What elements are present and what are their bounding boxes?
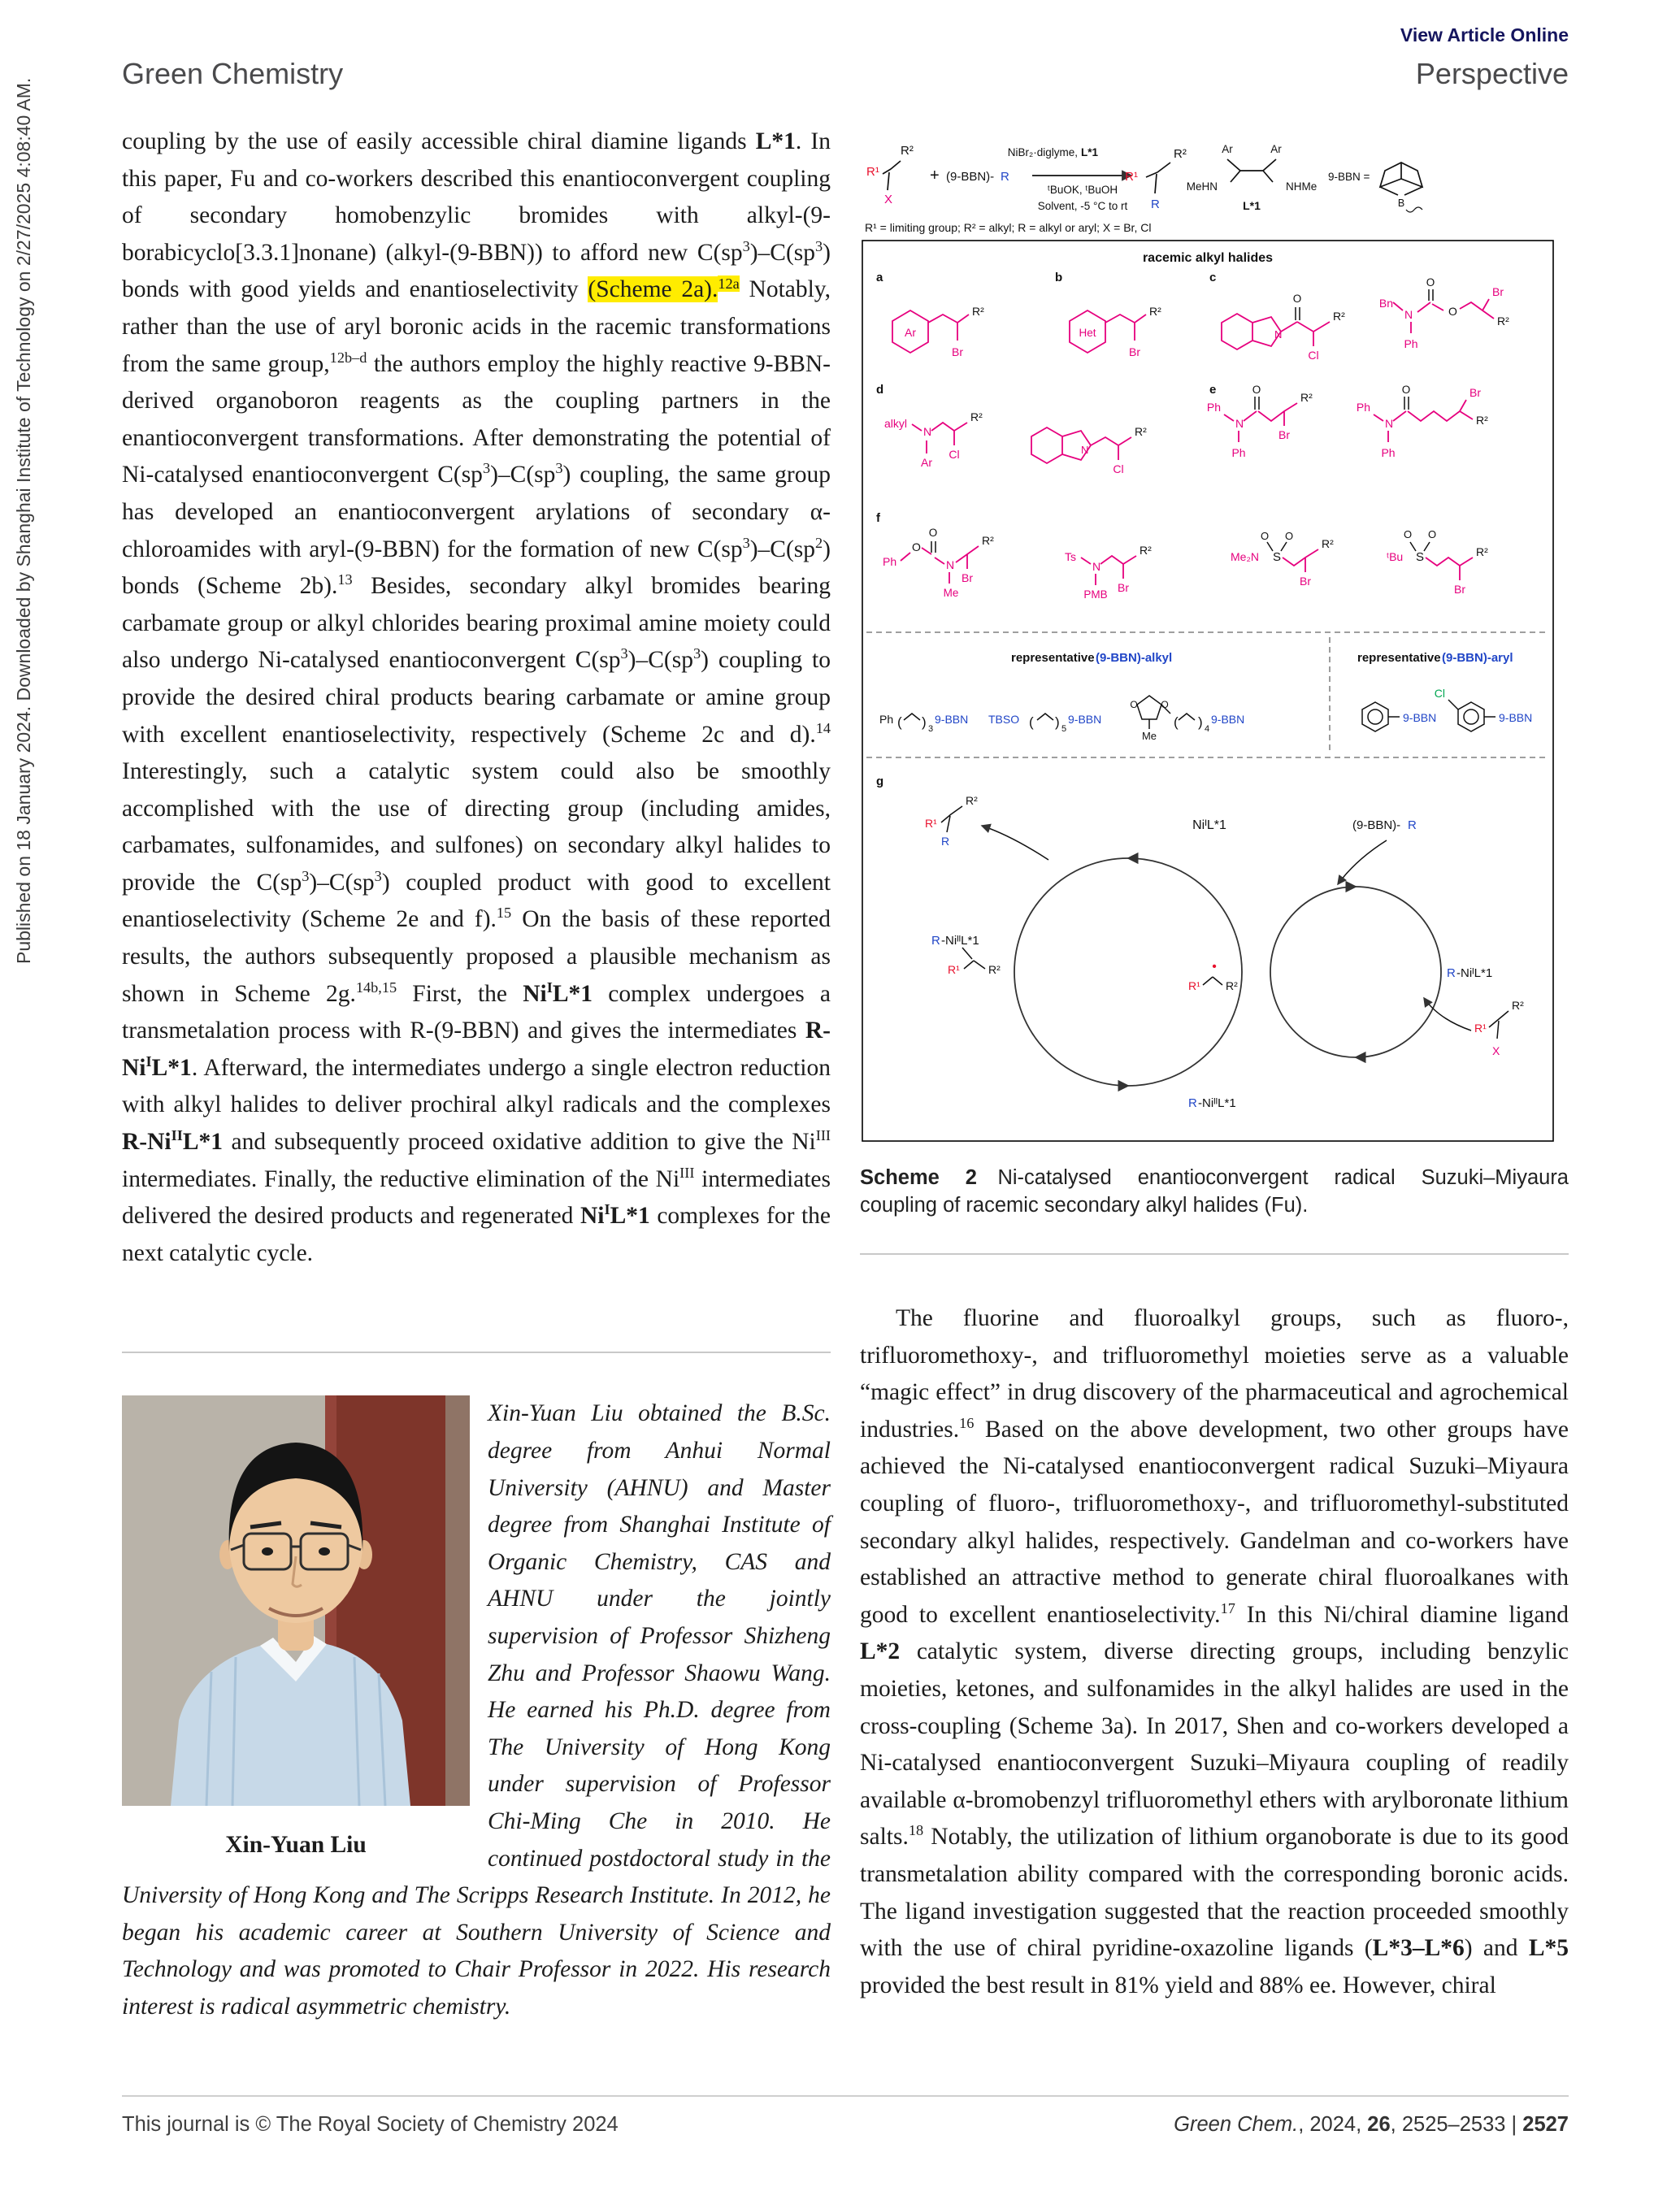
scheme-label: Br <box>1278 428 1290 441</box>
scheme-label: ᵗBu <box>1387 550 1404 563</box>
scheme-label: (9-BBN)-alkyl <box>1096 651 1173 665</box>
scheme-label: ( <box>1029 714 1034 730</box>
view-article-online-link[interactable]: View Article Online <box>1400 24 1569 46</box>
scheme-label: ) <box>1055 714 1060 730</box>
scheme-2-drawing <box>860 135 1559 1151</box>
scheme-label: 3 <box>928 724 934 734</box>
scheme-label: Cl <box>1308 349 1319 362</box>
scheme-label: N <box>1385 417 1394 430</box>
scheme-label: X <box>1492 1044 1500 1057</box>
scheme-box-border <box>862 241 1553 1141</box>
scheme-label: R <box>1001 170 1009 184</box>
scheme-label: NiᴵL*1 <box>1192 818 1226 832</box>
scheme-label: Bn <box>1378 297 1393 310</box>
scheme-label: O <box>1427 528 1437 540</box>
scheme-label: Het <box>1079 327 1096 339</box>
scheme-2-caption: Scheme 2 Ni-catalysed enantioconvergent radical Suzuki–Miyaura coupling of racemic secondary alkyl halides (Fu). <box>860 1166 1569 1217</box>
scheme-label: MeHN <box>1186 180 1218 193</box>
scheme-label: Cl <box>949 448 960 461</box>
scheme-label: c <box>1209 271 1217 284</box>
scheme-label: R <box>1408 818 1417 832</box>
scheme-label: R² <box>1135 425 1147 438</box>
scheme-label: O <box>1284 530 1294 542</box>
scheme-label: Br <box>952 345 963 358</box>
scheme-label: R² <box>901 144 914 158</box>
scheme-label: racemic alkyl halides <box>1142 251 1274 265</box>
scheme-label: O <box>928 527 938 539</box>
catalytic-cycle-circles <box>1014 858 1441 1086</box>
scheme-label: (9-BBN)- <box>946 170 995 184</box>
scheme-label: ( <box>897 714 902 730</box>
scheme-label: Me <box>1141 730 1157 742</box>
scheme-label: R¹ <box>925 817 937 830</box>
scheme-label: (9-BBN)- <box>1352 818 1401 832</box>
footer-citation: Green Chem., 2024, 26, 2525–2533 | 2527 <box>1174 2113 1569 2136</box>
scheme-label: R <box>1151 197 1160 211</box>
scheme-label: O <box>1292 293 1302 305</box>
scheme-label: ᵗBuOK, ᵗBuOH <box>1047 184 1118 196</box>
scheme-label: R² <box>1226 979 1238 992</box>
scheme-label: R <box>1188 1096 1197 1110</box>
scheme-label: Ar <box>1270 143 1282 155</box>
scheme-label: PMB <box>1083 588 1108 601</box>
scheme-label: Ph <box>1231 446 1246 459</box>
scheme-label: R¹ <box>1188 979 1200 992</box>
scheme-label: 9-BBN <box>1499 711 1533 724</box>
scheme-label: N <box>946 558 955 571</box>
scheme-label: representative <box>1011 651 1095 665</box>
scheme-label: N <box>1274 328 1283 341</box>
scheme-label: N <box>1081 444 1089 456</box>
scheme-label: R¹ <box>1125 170 1138 184</box>
scheme-label: R <box>941 835 950 848</box>
scheme-label: N <box>923 425 932 438</box>
scheme-label: R² <box>972 305 984 318</box>
scheme-label: S <box>1416 550 1425 564</box>
scheme-label: R <box>1447 966 1456 980</box>
main-text-paragraph: coupling by the use of easily accessible chiral diamine ligands L*1. In this paper, Fu and co-workers described this enantioconvergent coupling of secondary homobenzylic bromides with alkyl-(9-borabicyclo[3.3.1]nonane) (alkyl-(9-BBN)) to afford new $C(sp^3)-C(sp^3)$ bonds with good yields and enantioselectivity (Scheme 2a).$^{12a}$ Notably, rather than the use of aryl boronic acids in the racemic transformations from the same group,$^{12b-d}$ the authors employ the highly reactive 9-BBN-derived organoboron reagents as the coupling partners in the enantioconvergent transformations. After demonstrating the potential of Ni-catalysed enantioconvergent $C(sp^3)-C(sp^3)$ coupling, the same group has developed an enantioconvergent arylations of secondary α-chloroamides with aryl-(9-BBN) for the formation of new $C(sp^3)-C(sp^2)$ bonds (Scheme 2b).$^{13}$ Besides, secondary alkyl bromides bearing carbamate group or alkyl chlorides bearing proximal amine moiety could also undergo Ni-catalysed enantioconvergent $C(sp^3)-C(sp^3)$ coupling to provide the desired chiral products bearing carbamate or amine group with excellent enantioselectivity, respectively (Scheme 2c and d).$^{14}$ Interestingly, such a catalytic system could also be smoothly accomplished with the use of directing group (including amides, carbamates, sulfonamides, and sulfones) on secondary alkyl halides to provide the $C(sp^3)-C(sp^3)$ coupled product with good to excellent enantioselectivity (Scheme 2e and f).$^{15}$ On the basis of these reported results, the authors subsequently proposed a plausible mechanism as shown in Scheme 2g.$^{14b,15}$ First, the $Ni^IL*1$ complex undergoes a transmetalation process with R-(9-BBN) and gives the intermediates $R-Ni^IL*1$. Afterward, the intermediates undergo a single electron reduction with alkyl halides to deliver prochiral alkyl radicals and the complexes $R-Ni^{II}L*1$ and subsequently proceed oxidative addition to give the $Ni^{III}$ intermediates. Finally, the reductive elimination of the $Ni^{III}$ intermediates delivered the desired products and regenerated $Ni^IL*1$ complexes for the next catalytic cycle. <box>122 128 831 1266</box>
scheme-label: alkyl <box>884 417 908 430</box>
scheme-label: Ph <box>1404 337 1418 350</box>
scheme-label: ) <box>922 714 927 730</box>
scheme-label: Ph <box>1206 401 1221 414</box>
author-name-caption: Xin-Yuan Liu <box>225 1832 367 1859</box>
scheme-label: Cl <box>1113 462 1124 475</box>
scheme-label: R² <box>1322 537 1334 550</box>
scheme-label: Me <box>943 587 959 599</box>
scheme-label: R² <box>1174 147 1187 161</box>
scheme-label: Br <box>1454 583 1465 596</box>
scheme-label: ( <box>1174 714 1179 730</box>
scheme-label: TBSO <box>988 713 1020 726</box>
scheme-label: L*1 <box>1081 146 1099 158</box>
scheme-label: Br <box>1469 386 1481 399</box>
author-photo <box>122 1395 470 1806</box>
scheme-label: Ar <box>905 326 916 339</box>
page-footer <box>122 2095 1569 2137</box>
scheme-label: O <box>1401 384 1411 396</box>
bio-section-divider <box>122 1352 831 1353</box>
scheme-label: R² <box>1476 414 1488 427</box>
scheme-label: N <box>1404 308 1413 321</box>
scheme-label: R² <box>966 794 978 807</box>
provenance-sidebar-text: Published on 18 January 2024. Downloaded by Shanghai Institute of Technology on 2/27/2025 4:08:40 AM. <box>13 77 34 964</box>
scheme-label: R² <box>1476 545 1488 558</box>
scheme-label: N <box>1235 417 1244 430</box>
left-column <box>122 124 831 2026</box>
scheme-label: R <box>931 934 940 948</box>
scheme-label: Ph <box>1381 446 1396 459</box>
scheme-label: NiBr₂·diglyme, <box>1007 146 1078 158</box>
scheme-label: R² <box>970 410 983 423</box>
scheme-label: Cl <box>1434 687 1445 700</box>
scheme-label: O <box>1260 530 1270 542</box>
right-text-paragraph: The fluorine and fluoroalkyl groups, such as fluoro-, trifluoromethoxy-, and trifluoromethyl moieties serve as a valuable “magic effect” in drug discovery of the pharmaceutical and agrochemical industries.$^{16}$ Based on the above development, two other groups have achieved the Ni-catalysed enantioconvergent radical Suzuki–Miyaura coupling of fluoro-, trifluoromethoxy-, and trifluoromethyl-substituted secondary alkyl halides, respectively. Gandelman and co-workers have established an attractive method to generate chiral fluoroalkanes with good to excellent enantioselectivity.$^{17}$ In this Ni/chiral diamine ligand L*2 catalytic system, diverse directing groups, including benzylic moieties, ketones, and sulfonamides in the alkyl halides are used in the cross-coupling (Scheme 3a). In 2017, Shen and co-workers developed a Ni-catalysed enantioconvergent Suzuki–Miyaura coupling of readily available α-bromobenzyl trifluoromethyl ethers with arylboronate lithium salts.$^{18}$ Notably, the utilization of lithium organoborate is due to its good transmetalation ability compared with the corresponding boronic acids. The ligand investigation suggested that the reaction proceeded smoothly with the use of chiral pyridine-oxazoline ligands (L*3–L*6) and L*5 provided the best result in 81% yield and 88% ee. However, chiral <box>860 1305 1569 1998</box>
scheme-label: Ts <box>1065 550 1076 563</box>
author-bio-text: Xin-Yuan Liu obtained the B.Sc. degree from Anhui Normal University (AHNU) and Master degree from Shanghai Institute of Organic Chemistry, CAS and AHNU under the jointly supervision of Professor Shizheng Zhu and Professor Shaowu Wang. He earned his Ph.D. degree from The University of Hong Kong under supervision of Professor Chi-Ming Che in 2010. He continued postdoctoral study in the University of Hong Kong and The Scripps Research Institute. In 2012, he began his academic career at Southern University of Science and Technology and was promoted to Chair Professor in 2022. His research interest is radical asymmetric chemistry. <box>122 1400 831 2020</box>
scheme-label: R² <box>1333 310 1345 323</box>
scheme-label: d <box>876 383 884 397</box>
scheme-label: R¹ = limiting group; R² = alkyl; R = alkyl or aryl; X = Br, Cl <box>865 221 1152 234</box>
scheme-label: 5 <box>1061 724 1067 734</box>
scheme-label: f <box>876 511 880 525</box>
scheme-label: R² <box>1512 999 1524 1012</box>
scheme-label: N <box>1092 560 1101 573</box>
scheme-label: O <box>1403 528 1413 540</box>
scheme-label: b <box>1055 271 1063 284</box>
scheme-label: e <box>1209 383 1217 397</box>
scheme-label: R² <box>1497 315 1509 328</box>
double-bond-strokes <box>928 289 1433 553</box>
scheme-label: R² <box>988 963 1001 976</box>
scheme-label: R¹ <box>866 165 879 179</box>
scheme-label: (9-BBN)-aryl <box>1442 651 1513 665</box>
scheme-label: + <box>930 167 940 184</box>
scheme-label: Br <box>1492 285 1504 298</box>
scheme-label: 9-BBN <box>1211 713 1245 726</box>
author-bio-section <box>122 1395 831 2025</box>
scheme-label: R¹ <box>1474 1022 1487 1035</box>
scheme-label: B <box>1397 197 1405 209</box>
scheme-label: -NiᴵᴵL*1 <box>1198 1096 1236 1110</box>
article-type-label: Perspective <box>1415 57 1569 90</box>
scheme-label: Ar <box>921 456 932 469</box>
scheme-label-layer <box>865 143 1532 1110</box>
scheme-label: O <box>1448 305 1457 318</box>
scheme-label: 9-BBN <box>1403 711 1437 724</box>
scheme-label: 9-BBN = <box>1328 171 1370 183</box>
scheme-2-figure <box>860 135 1569 1219</box>
scheme-label: 9-BBN <box>935 713 969 726</box>
scheme-label: a <box>876 271 883 284</box>
right-column-divider <box>860 1253 1569 1255</box>
scheme-label: 9-BBN <box>1068 713 1102 726</box>
footer-copyright: This journal is © The Royal Society of Chemistry 2024 <box>122 2113 619 2136</box>
scheme-label: O <box>1426 276 1435 289</box>
page-header <box>122 57 1569 91</box>
scheme-label: R² <box>1149 305 1161 318</box>
scheme-label: -NiᴵL*1 <box>1456 966 1493 980</box>
author-photo-block <box>122 1395 470 1864</box>
scheme-label: R² <box>982 534 994 547</box>
scheme-label: 4 <box>1205 724 1210 734</box>
scheme-label: Ph <box>883 555 897 568</box>
scheme-label: Ar <box>1222 143 1233 155</box>
scheme-label: ) <box>1198 714 1203 730</box>
scheme-label: Ph <box>1356 401 1370 414</box>
scheme-label: Br <box>1300 575 1311 588</box>
scheme-label: O <box>1161 699 1169 710</box>
scheme-label: Br <box>1118 581 1129 594</box>
scheme-label: • <box>1212 960 1217 974</box>
scheme-label: NHMe <box>1286 180 1318 193</box>
scheme-label: S <box>1273 550 1282 564</box>
journal-name: Green Chemistry <box>122 57 344 90</box>
scheme-label: R¹ <box>948 963 960 976</box>
scheme-label: -NiᴵᴵL*1 <box>941 934 979 948</box>
scheme-label: O <box>912 540 921 553</box>
scheme-label: Me₂N <box>1231 550 1259 563</box>
scheme-label: Br <box>1129 345 1140 358</box>
scheme-label: Ph <box>879 713 894 726</box>
scheme-label: O <box>1252 384 1261 396</box>
scheme-label: R² <box>1140 544 1152 557</box>
scheme-label: Solvent, -5 °C to rt <box>1037 200 1128 212</box>
scheme-label: Br <box>962 571 973 584</box>
scheme-label: representative <box>1357 651 1441 665</box>
scheme-label: O <box>1130 699 1138 710</box>
scheme-label: X <box>884 193 893 206</box>
cycle-connector-arrows <box>982 826 1471 1031</box>
scheme-label: g <box>876 775 884 788</box>
scheme-label: R² <box>1300 391 1313 404</box>
scheme-label: L*1 <box>1243 199 1261 212</box>
right-column <box>860 124 1569 2004</box>
